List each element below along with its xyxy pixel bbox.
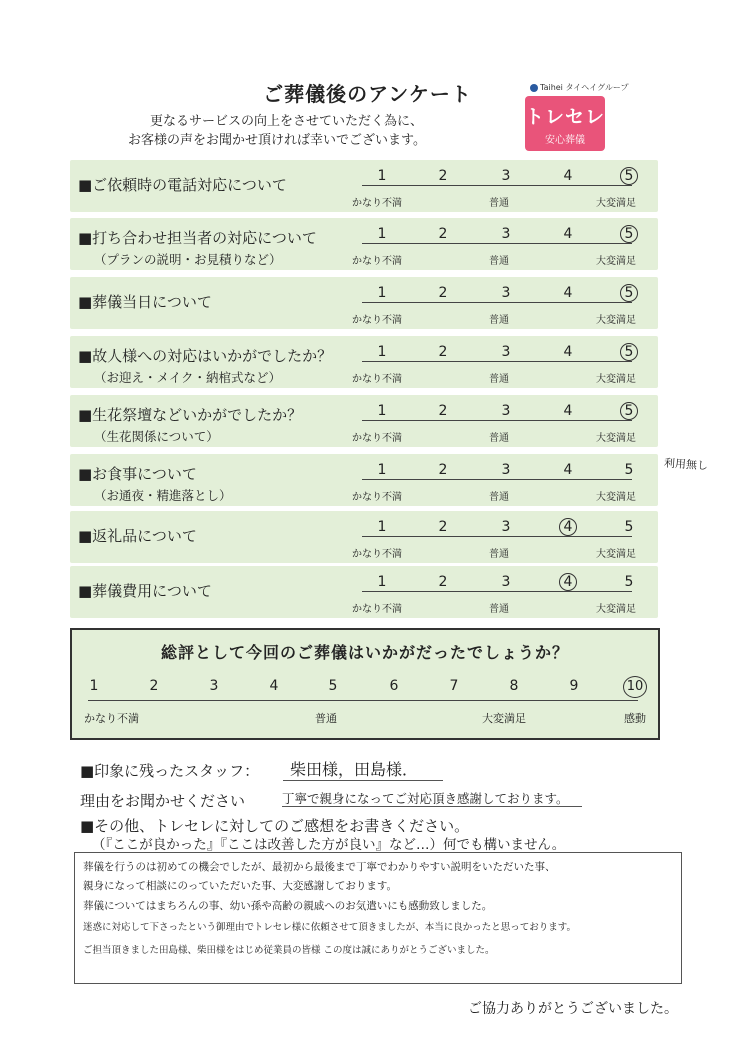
reason-underline bbox=[282, 806, 582, 807]
rating-line bbox=[362, 185, 632, 186]
question-row bbox=[70, 454, 658, 506]
rating-option[interactable]: 1 bbox=[377, 168, 387, 184]
other-label: ■その他、トレセレに対してのご感想をお書きください。 bbox=[80, 817, 470, 835]
brand-tagline: 安心葬儀 bbox=[545, 135, 585, 146]
rating-option[interactable]: 3 bbox=[501, 403, 511, 419]
scale-label-mid: 普通 bbox=[489, 492, 509, 503]
rating-option[interactable]: 4 bbox=[563, 168, 573, 184]
question-label: ■ご依頼時の電話対応について bbox=[78, 176, 287, 194]
comment-line: ご担当頂きました田島様、柴田様をはじめ従業員の皆様 この度は誠にありがとうございました。 bbox=[83, 945, 495, 956]
staff-underline bbox=[283, 780, 443, 781]
overall-scale-line bbox=[88, 700, 638, 701]
overall-option[interactable]: 5 bbox=[328, 678, 338, 694]
question-row bbox=[70, 277, 658, 329]
brand-logo bbox=[525, 96, 605, 151]
rating-option[interactable]: 3 bbox=[501, 285, 511, 301]
staff-label: ■印象に残ったスタッフ： bbox=[80, 762, 260, 780]
rating-option[interactable]: 1 bbox=[377, 574, 387, 590]
brand-group: Taihei タイヘイグループ bbox=[530, 82, 629, 93]
rating-option[interactable]: 1 bbox=[377, 344, 387, 360]
reason-value[interactable]: 丁寧で親身になってご対応頂き感謝しております。 bbox=[282, 791, 569, 806]
question-row bbox=[70, 395, 658, 447]
overall-option[interactable]: 2 bbox=[149, 678, 159, 694]
rating-line bbox=[362, 591, 632, 592]
rating-line bbox=[362, 420, 632, 421]
rating-option[interactable]: 3 bbox=[501, 462, 511, 478]
rating-line bbox=[362, 479, 632, 480]
rating-line bbox=[362, 536, 632, 537]
rating-scale bbox=[300, 336, 636, 388]
rating-option[interactable]: 3 bbox=[501, 226, 511, 242]
overall-label-low: かなり不満 bbox=[84, 712, 139, 725]
scale-label-low: かなり不満 bbox=[352, 198, 402, 209]
question-label: ■打ち合わせ担当者の対応について bbox=[78, 229, 317, 247]
rating-option[interactable]: 4 bbox=[563, 344, 573, 360]
rating-scale bbox=[300, 395, 636, 447]
rating-option[interactable]: 2 bbox=[438, 519, 448, 535]
scale-label-high: 大変満足 bbox=[596, 492, 636, 503]
rating-scale bbox=[300, 454, 636, 506]
brand-name: トレセレ bbox=[525, 106, 606, 128]
question-label: ■返礼品について bbox=[78, 527, 197, 545]
question-sub: （お迎え・メイク・納棺式など） bbox=[94, 370, 282, 385]
overall-option[interactable]: 3 bbox=[209, 678, 219, 694]
rating-option[interactable]: 4 bbox=[563, 285, 573, 301]
question-row bbox=[70, 566, 658, 618]
question-label: ■葬儀費用について bbox=[78, 582, 212, 600]
scale-label-mid: 普通 bbox=[489, 604, 509, 615]
rating-scale bbox=[300, 160, 636, 212]
question-label: ■生花祭壇などいかがでしたか？ bbox=[78, 406, 303, 424]
overall-option[interactable]: 9 bbox=[569, 678, 579, 694]
overall-option[interactable]: 1 bbox=[89, 678, 99, 694]
rating-option-selected[interactable]: 5 bbox=[620, 402, 638, 420]
scale-label-high: 大変満足 bbox=[596, 433, 636, 444]
staff-value[interactable]: 柴田様，田島様． bbox=[290, 760, 419, 779]
scale-label-high: 大変満足 bbox=[596, 549, 636, 560]
scale-label-mid: 普通 bbox=[489, 198, 509, 209]
overall-rating-box bbox=[70, 628, 660, 740]
other-sub: （『ここが良かった』『ここは改善した方が良い』など…）何でも構いません。 bbox=[92, 837, 566, 853]
question-sub: （お通夜・精進落とし） bbox=[94, 488, 232, 503]
rating-option[interactable]: 5 bbox=[624, 519, 634, 535]
rating-option-selected[interactable]: 5 bbox=[620, 167, 638, 185]
scale-label-low: かなり不満 bbox=[352, 374, 402, 385]
rating-line bbox=[362, 302, 632, 303]
rating-option[interactable]: 1 bbox=[377, 403, 387, 419]
rating-option[interactable]: 2 bbox=[438, 168, 448, 184]
question-label: ■葬儀当日について bbox=[78, 293, 212, 311]
scale-label-low: かなり不満 bbox=[352, 492, 402, 503]
rating-option[interactable]: 2 bbox=[438, 226, 448, 242]
overall-option-selected[interactable]: 10 bbox=[623, 676, 647, 698]
scale-label-low: かなり不満 bbox=[352, 433, 402, 444]
rating-option[interactable]: 4 bbox=[563, 462, 573, 478]
comment-box[interactable] bbox=[74, 852, 682, 984]
rating-option-selected[interactable]: 4 bbox=[559, 518, 577, 536]
rating-option[interactable]: 4 bbox=[563, 403, 573, 419]
question-row bbox=[70, 511, 658, 563]
rating-option-selected[interactable]: 5 bbox=[620, 225, 638, 243]
scale-label-high: 大変満足 bbox=[596, 374, 636, 385]
rating-line bbox=[362, 361, 632, 362]
scale-label-high: 大変満足 bbox=[596, 604, 636, 615]
rating-option[interactable]: 1 bbox=[377, 462, 387, 478]
thanks-text: ご協力ありがとうございました。 bbox=[468, 1001, 678, 1017]
rating-option[interactable]: 3 bbox=[501, 519, 511, 535]
rating-option[interactable]: 3 bbox=[501, 344, 511, 360]
rating-option[interactable]: 1 bbox=[377, 519, 387, 535]
comment-line: 葬儀を行うのは初めての機会でしたが、最初から最後まで丁寧でわかりやすい説明をいただいた事、 bbox=[83, 861, 556, 873]
rating-option[interactable]: 2 bbox=[438, 344, 448, 360]
scale-label-low: かなり不満 bbox=[352, 604, 402, 615]
rating-option[interactable]: 3 bbox=[501, 574, 511, 590]
scale-label-low: かなり不満 bbox=[352, 256, 402, 267]
scale-label-high: 大変満足 bbox=[596, 198, 636, 209]
rating-option[interactable]: 4 bbox=[563, 226, 573, 242]
rating-scale bbox=[300, 511, 636, 563]
scale-label-mid: 普通 bbox=[489, 549, 509, 560]
rating-option[interactable]: 1 bbox=[377, 226, 387, 242]
question-row bbox=[70, 336, 658, 388]
reason-label: 理由をお聞かせください bbox=[80, 792, 246, 810]
rating-option[interactable]: 2 bbox=[438, 462, 448, 478]
intro-line-1: 更なるサービスの向上をさせていただく為に、 bbox=[150, 114, 424, 129]
rating-option-selected[interactable]: 5 bbox=[620, 284, 638, 302]
rating-option-selected[interactable]: 4 bbox=[559, 573, 577, 591]
overall-label-high: 大変満足 bbox=[482, 712, 526, 725]
rating-scale bbox=[300, 218, 636, 270]
rating-option[interactable]: 5 bbox=[624, 462, 634, 478]
overall-option[interactable]: 4 bbox=[269, 678, 279, 694]
scale-label-high: 大変満足 bbox=[596, 256, 636, 267]
rating-option[interactable]: 1 bbox=[377, 285, 387, 301]
rating-option-selected[interactable]: 5 bbox=[620, 343, 638, 361]
overall-label-top: 感動 bbox=[624, 712, 646, 725]
brand-logo-icon bbox=[530, 84, 538, 92]
question-label: ■お食事について bbox=[78, 465, 197, 483]
rating-scale bbox=[300, 277, 636, 329]
side-note: 利用無し bbox=[663, 456, 709, 473]
rating-scale bbox=[300, 566, 636, 618]
scale-label-low: かなり不満 bbox=[352, 549, 402, 560]
overall-title: 総評として今回のご葬儀はいかがだったでしょうか？ bbox=[160, 643, 569, 662]
rating-option[interactable]: 2 bbox=[438, 285, 448, 301]
question-sub: （生花関係について） bbox=[94, 429, 219, 444]
comment-line: 葬儀についてはまちろんの事、幼い孫や高齢の親戚へのお気遣いにも感動致しました。 bbox=[83, 900, 493, 912]
question-label: ■故人様への対応はいかがでしたか？ bbox=[78, 347, 333, 365]
scale-label-mid: 普通 bbox=[489, 315, 509, 326]
overall-option[interactable]: 6 bbox=[389, 678, 399, 694]
page-title: ご葬儀後のアンケート bbox=[263, 82, 472, 106]
question-sub: （プランの説明・お見積りなど） bbox=[94, 252, 282, 267]
question-row bbox=[70, 218, 658, 270]
scale-label-low: かなり不満 bbox=[352, 315, 402, 326]
comment-line: 親身になって相談にのっていただいた事、大変感謝しております。 bbox=[83, 880, 398, 892]
rating-option[interactable]: 2 bbox=[438, 574, 448, 590]
rating-option[interactable]: 5 bbox=[624, 574, 634, 590]
scale-label-mid: 普通 bbox=[489, 433, 509, 444]
rating-option[interactable]: 2 bbox=[438, 403, 448, 419]
scale-label-mid: 普通 bbox=[489, 374, 509, 385]
rating-line bbox=[362, 243, 632, 244]
rating-option[interactable]: 3 bbox=[501, 168, 511, 184]
scale-label-mid: 普通 bbox=[489, 256, 509, 267]
overall-label-mid: 普通 bbox=[315, 712, 337, 725]
overall-option[interactable]: 7 bbox=[449, 678, 459, 694]
overall-option[interactable]: 8 bbox=[509, 678, 519, 694]
intro-line-2: お客様の声をお聞かせ頂ければ幸いでございます。 bbox=[128, 133, 426, 148]
question-row bbox=[70, 160, 658, 212]
scale-label-high: 大変満足 bbox=[596, 315, 636, 326]
comment-line: 迷惑に対応して下さったという御理由でトレセレ様に依頼させて頂きましたが、本当に良かったと思っております。 bbox=[83, 922, 577, 933]
